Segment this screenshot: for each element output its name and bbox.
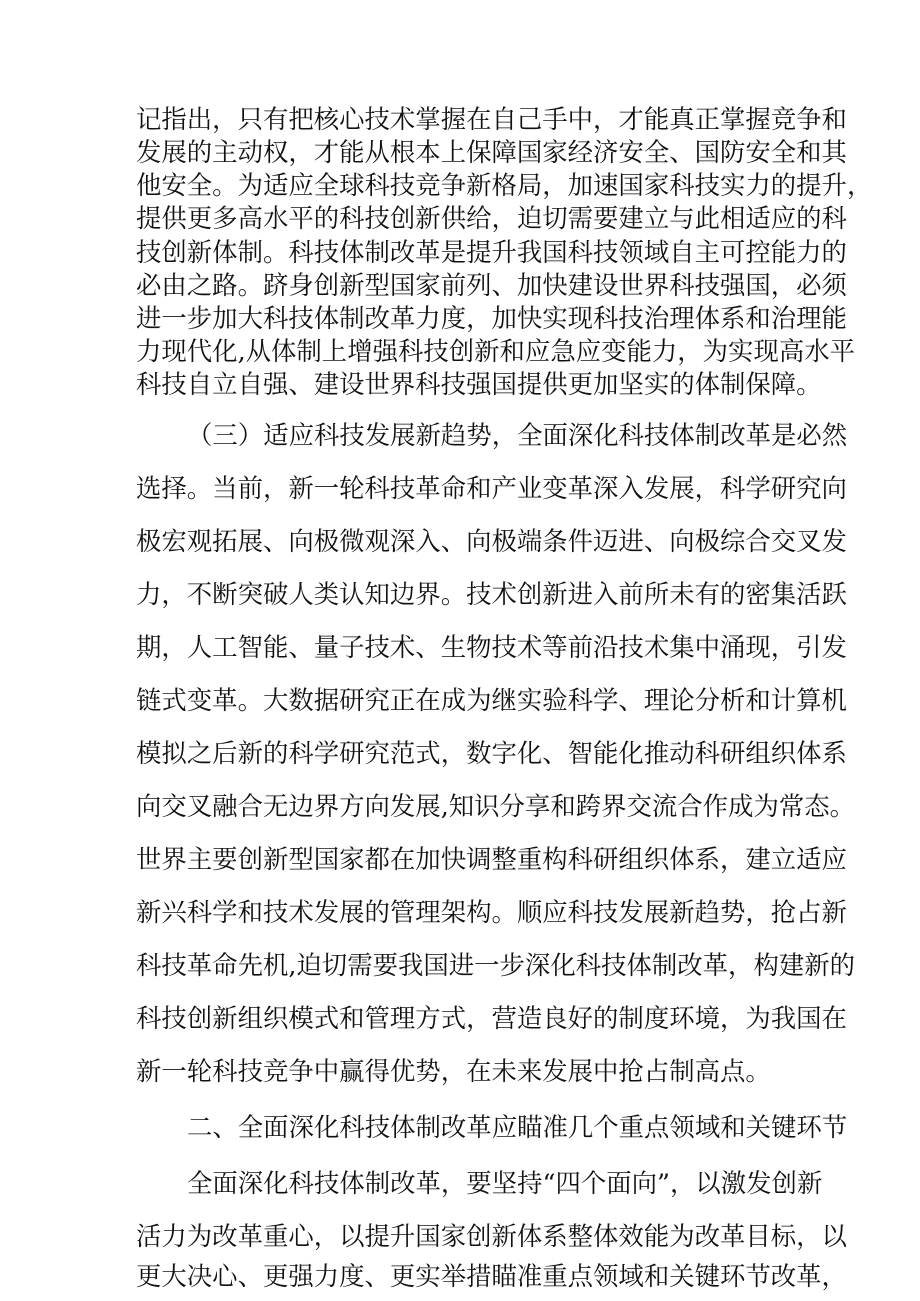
paragraph-line: 科技自立自强、建设世界科技强国提供更加坚实的体制保障。	[136, 369, 822, 399]
paragraph-line: 期，人工智能、量子技术、生物技术等前沿技术集中涌现，引发	[136, 632, 847, 662]
paragraph-line: 向交叉融合无边界方向发展,知识分享和跨界交流合作成为常态。	[136, 791, 856, 821]
paragraph-line: 更大决心、更强力度、更实举措瞄准重点领域和关键环节改革，	[136, 1261, 847, 1291]
paragraph-line: 新兴科学和技术发展的管理架构。顺应科技发展新趋势，抢占新	[136, 897, 847, 927]
paragraph-line: 活力为改革重心，以提升国家创新体系整体效能为改革目标，以	[136, 1221, 847, 1251]
paragraph-line: 记指出，只有把核心技术掌握在自己手中，才能真正掌握竞争和	[136, 104, 847, 134]
paragraph-line: 技创新体制。科技体制改革是提升我国科技领域自主可控能力的	[136, 237, 847, 267]
paragraph-line: 新一轮科技竞争中赢得优势，在未来发展中抢占制高点。	[136, 1056, 771, 1086]
paragraph-line: 提供更多高水平的科技创新供给，迫切需要建立与此相适应的科	[136, 203, 847, 233]
section-heading: 二、全面深化科技体制改革应瞄准几个重点领域和关键环节	[187, 1112, 848, 1142]
paragraph-line: 全面深化科技体制改革，要坚持“四个面向”，以激发创新	[187, 1168, 823, 1198]
paragraph-line: 世界主要创新型国家都在加快调整重构科研组织体系，建立适应	[136, 844, 847, 874]
paragraph-line: 模拟之后新的科学研究范式，数字化、智能化推动科研组织体系	[136, 738, 847, 768]
paragraph-line: 选择。当前，新一轮科技革命和产业变革深入发展，科学研究向	[136, 473, 847, 503]
paragraph-line: 科技创新组织模式和管理方式，营造良好的制度环境，为我国在	[136, 1003, 847, 1033]
paragraph-line: 他安全。为适应全球科技竞争新格局，加速国家科技实力的提升，	[136, 170, 873, 200]
paragraph-line: 必由之路。跻身创新型国家前列、加快建设世界科技强国，必须	[136, 270, 847, 300]
paragraph-line: （三）适应科技发展新趋势，全面深化科技体制改革是必然	[187, 420, 848, 450]
paragraph-line: 发展的主动权，才能从根本上保障国家经济安全、国防安全和其	[136, 137, 847, 167]
paragraph-line: 力现代化,从体制上增强科技创新和应急应变能力，为实现高水平	[136, 336, 856, 366]
paragraph-line: 科技革命先机,迫切需要我国进一步深化科技体制改革，构建新的	[136, 950, 856, 980]
paragraph-line: 极宏观拓展、向极微观深入、向极端条件迈进、向极综合交叉发	[136, 526, 847, 556]
paragraph-line: 进一步加大科技体制改革力度，加快实现科技治理体系和治理能	[136, 303, 847, 333]
paragraph-line: 链式变革。大数据研究正在成为继实验科学、理论分析和计算机	[136, 685, 847, 715]
paragraph-line: 力，不断突破人类认知边界。技术创新进入前所未有的密集活跃	[136, 579, 847, 609]
